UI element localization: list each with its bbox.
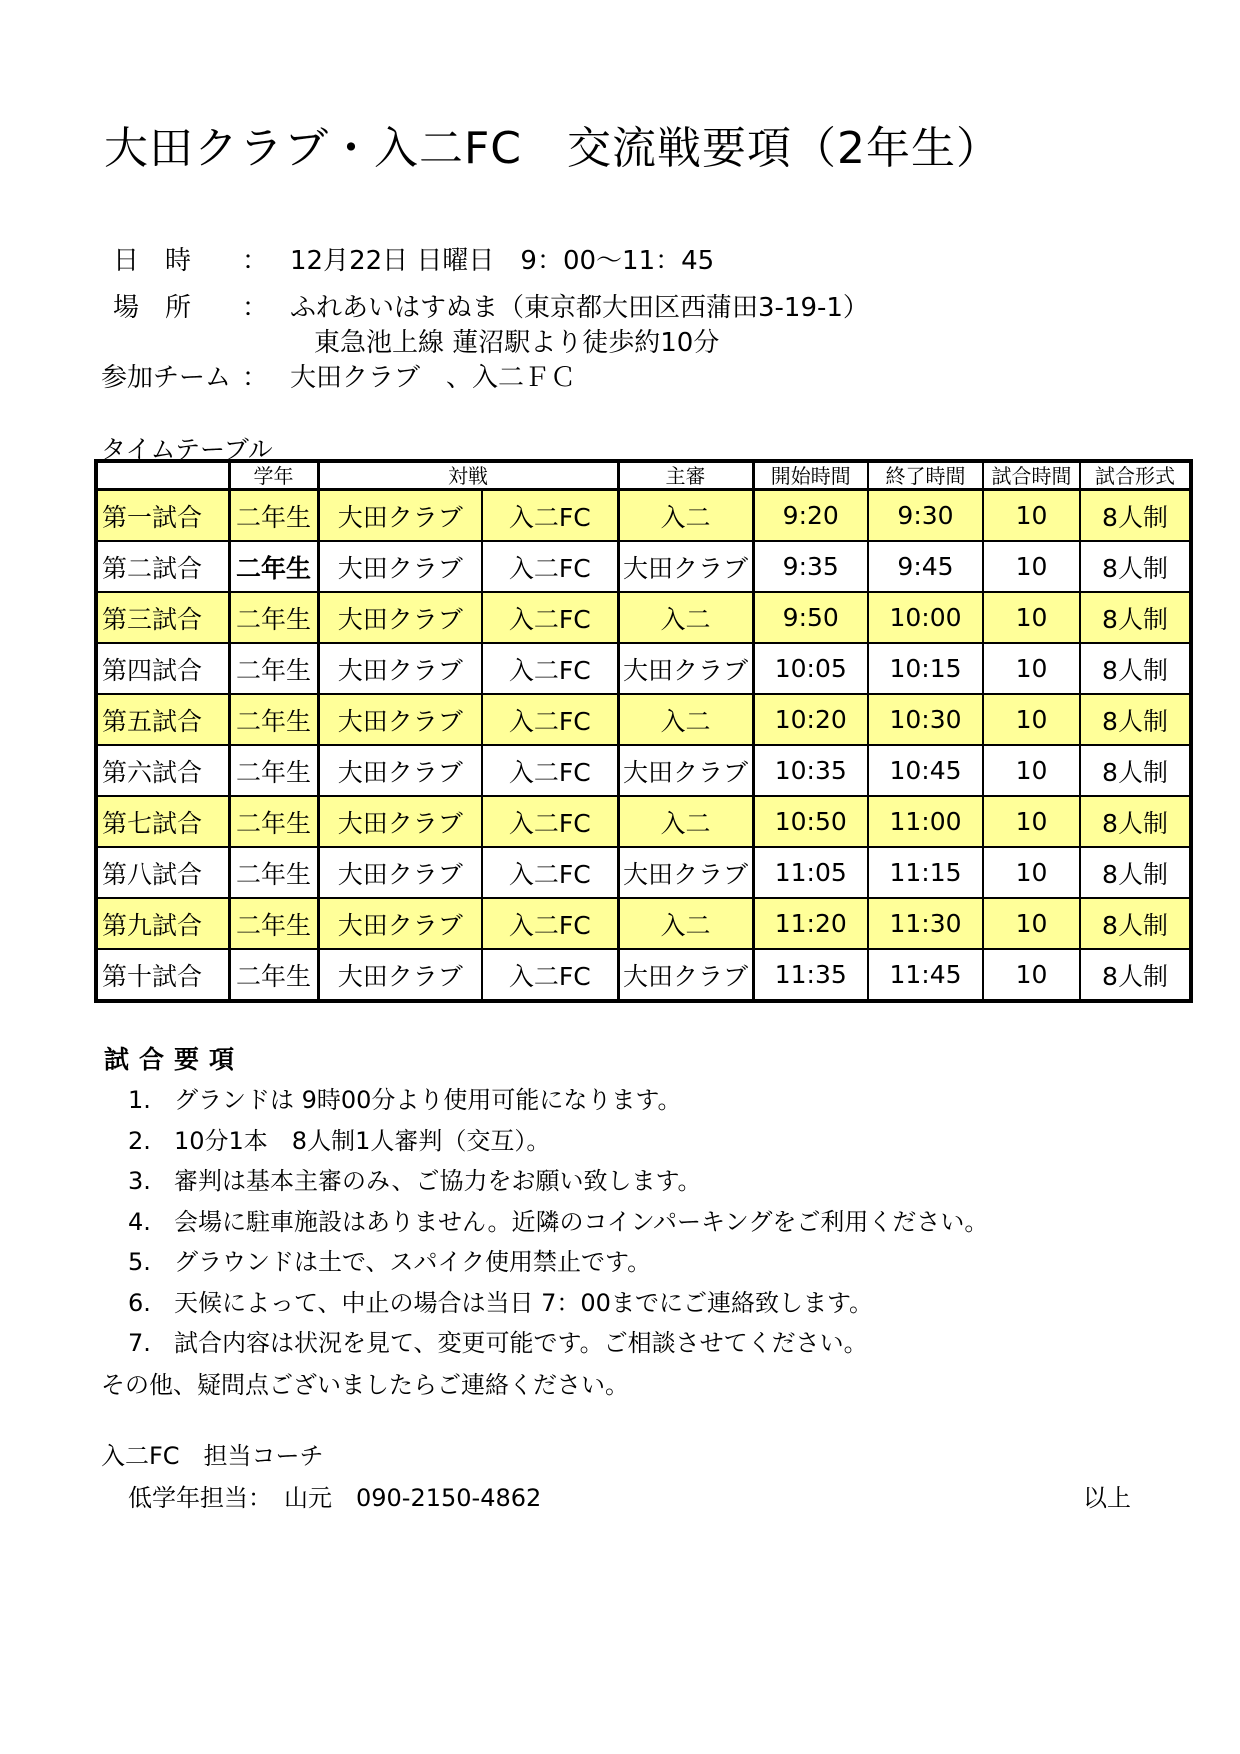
table-row — [96, 592, 1191, 643]
place-access: 東急池上線 蓮沼駅より徒歩約10分 — [314, 328, 720, 358]
cell-team-a: 大田クラブ — [318, 643, 482, 694]
table-row — [96, 694, 1191, 745]
rule-text: 試合内容は状況を見て、変更可能です。ご相談させてください。 — [174, 1329, 868, 1357]
rule-number: 7. — [128, 1329, 151, 1357]
rule-item — [128, 1121, 550, 1156]
cell-format: 8人制 — [1080, 898, 1191, 949]
rule-text: グランドは 9時00分より使用可能になります。 — [174, 1086, 682, 1114]
cell-format: 8人制 — [1080, 847, 1191, 898]
cell-team-b: 入二FC — [482, 949, 618, 1001]
rule-text: 10分1本 8人制1人審判（交互）。 — [174, 1126, 551, 1155]
place-label: 場 所 — [113, 293, 192, 323]
cell-referee: 入二 — [618, 898, 753, 949]
teams-label: 参加チーム — [101, 363, 232, 393]
rule-item — [128, 1202, 988, 1237]
cell-grade: 二年生 — [229, 490, 318, 542]
cell-match: 第九試合 — [96, 898, 229, 949]
cell-referee: 大田クラブ — [618, 643, 753, 694]
cell-end: 11:00 — [868, 796, 983, 847]
cell-start: 10:20 — [753, 694, 868, 745]
cell-end: 9:30 — [868, 490, 983, 542]
rule-number: 5. — [128, 1248, 151, 1276]
rule-item — [128, 1323, 868, 1358]
header-matchup: 対戦 — [318, 461, 618, 490]
cell-duration: 10 — [983, 694, 1080, 745]
cell-format: 8人制 — [1080, 949, 1191, 1001]
cell-format: 8人制 — [1080, 694, 1191, 745]
table-row — [96, 847, 1191, 898]
date-value: 12月22日 日曜日 9：00～11：45 — [290, 246, 715, 276]
cell-format: 8人制 — [1080, 490, 1191, 542]
cell-duration: 10 — [983, 643, 1080, 694]
cell-format: 8人制 — [1080, 643, 1191, 694]
cell-match: 第十試合 — [96, 949, 229, 1001]
cell-grade: 二年生 — [229, 541, 318, 592]
footer-end: 以上 — [1083, 1484, 1131, 1512]
header-referee: 主審 — [618, 461, 753, 490]
cell-start: 10:50 — [753, 796, 868, 847]
cell-team-b: 入二FC — [482, 694, 618, 745]
cell-team-b: 入二FC — [482, 847, 618, 898]
page-title: 大田クラブ・入二FC 交流戦要項（2年生） — [104, 123, 1002, 174]
cell-grade: 二年生 — [229, 592, 318, 643]
cell-referee: 入二 — [618, 490, 753, 542]
rule-number: 2. — [128, 1126, 151, 1155]
cell-match: 第六試合 — [96, 745, 229, 796]
cell-grade: 二年生 — [229, 898, 318, 949]
cell-grade: 二年生 — [229, 643, 318, 694]
cell-duration: 10 — [983, 898, 1080, 949]
rule-item — [128, 1161, 702, 1196]
cell-format: 8人制 — [1080, 796, 1191, 847]
cell-team-b: 入二FC — [482, 592, 618, 643]
cell-duration: 10 — [983, 796, 1080, 847]
cell-start: 11:35 — [753, 949, 868, 1001]
rule-text: 審判は基本主審のみ、ご協力をお願い致します。 — [174, 1167, 702, 1195]
rule-text: 天候によって、中止の場合は当日 7：00までにご連絡致します。 — [174, 1288, 874, 1317]
cell-referee: 大田クラブ — [618, 949, 753, 1001]
cell-team-b: 入二FC — [482, 643, 618, 694]
cell-team-a: 大田クラブ — [318, 949, 482, 1001]
cell-end: 11:30 — [868, 898, 983, 949]
cell-end: 10:15 — [868, 643, 983, 694]
cell-duration: 10 — [983, 592, 1080, 643]
header-grade: 学年 — [229, 461, 318, 490]
teams-value: 大田クラブ 、入二ＦＣ — [290, 363, 577, 393]
cell-duration: 10 — [983, 949, 1080, 1001]
rule-number: 3. — [128, 1167, 151, 1195]
cell-team-a: 大田クラブ — [318, 898, 482, 949]
cell-format: 8人制 — [1080, 541, 1191, 592]
cell-referee: 大田クラブ — [618, 745, 753, 796]
header-start: 開始時間 — [753, 461, 868, 490]
header-end: 終了時間 — [868, 461, 983, 490]
cell-duration: 10 — [983, 490, 1080, 542]
footer-contact: 低学年担当： 山元 090-2150-4862 — [128, 1484, 542, 1512]
table-row — [96, 745, 1191, 796]
rules-closing: その他、疑問点ございましたらご連絡ください。 — [101, 1371, 629, 1399]
cell-match: 第二試合 — [96, 541, 229, 592]
cell-start: 10:05 — [753, 643, 868, 694]
cell-team-a: 大田クラブ — [318, 541, 482, 592]
cell-match: 第五試合 — [96, 694, 229, 745]
cell-team-a: 大田クラブ — [318, 490, 482, 542]
cell-match: 第七試合 — [96, 796, 229, 847]
cell-end: 11:15 — [868, 847, 983, 898]
header-match — [96, 461, 229, 490]
cell-duration: 10 — [983, 847, 1080, 898]
header-format: 試合形式 — [1080, 461, 1191, 490]
rule-item — [128, 1080, 682, 1115]
cell-start: 9:50 — [753, 592, 868, 643]
teams-colon: ： — [242, 363, 269, 393]
header-duration: 試合時間 — [983, 461, 1080, 490]
cell-grade: 二年生 — [229, 796, 318, 847]
cell-team-a: 大田クラブ — [318, 745, 482, 796]
rule-text: 会場に駐車施設はありません。近隣のコインパーキングをご利用ください。 — [174, 1207, 989, 1236]
timetable-caption: タイムテーブル — [101, 435, 273, 464]
cell-team-a: 大田クラブ — [318, 796, 482, 847]
table-row — [96, 643, 1191, 694]
cell-team-b: 入二FC — [482, 796, 618, 847]
cell-referee: 入二 — [618, 694, 753, 745]
table-row — [96, 898, 1191, 949]
cell-team-a: 大田クラブ — [318, 694, 482, 745]
cell-format: 8人制 — [1080, 592, 1191, 643]
cell-grade: 二年生 — [229, 847, 318, 898]
cell-start: 9:35 — [753, 541, 868, 592]
cell-match: 第三試合 — [96, 592, 229, 643]
rule-number: 1. — [128, 1086, 151, 1114]
cell-referee: 入二 — [618, 796, 753, 847]
cell-duration: 10 — [983, 541, 1080, 592]
cell-referee: 入二 — [618, 592, 753, 643]
cell-referee: 大田クラブ — [618, 541, 753, 592]
rule-number: 4. — [128, 1207, 151, 1236]
rules-heading: 試合要項 — [104, 1045, 245, 1074]
cell-grade: 二年生 — [229, 949, 318, 1001]
cell-grade: 二年生 — [229, 745, 318, 796]
cell-grade: 二年生 — [229, 694, 318, 745]
cell-end: 10:30 — [868, 694, 983, 745]
cell-start: 11:20 — [753, 898, 868, 949]
place-value: ふれあいはすぬま（東京都大田区西蒲田3-19-1） — [290, 293, 869, 323]
cell-start: 10:35 — [753, 745, 868, 796]
cell-format: 8人制 — [1080, 745, 1191, 796]
cell-end: 10:45 — [868, 745, 983, 796]
cell-end: 11:45 — [868, 949, 983, 1001]
cell-team-b: 入二FC — [482, 490, 618, 542]
date-colon: ： — [242, 246, 269, 276]
cell-end: 10:00 — [868, 592, 983, 643]
table-row — [96, 490, 1191, 542]
cell-match: 第一試合 — [96, 490, 229, 542]
cell-duration: 10 — [983, 745, 1080, 796]
rule-text: グラウンドは土で、スパイク使用禁止です。 — [174, 1248, 652, 1276]
cell-team-b: 入二FC — [482, 745, 618, 796]
date-label: 日 時 — [113, 246, 192, 276]
cell-team-b: 入二FC — [482, 541, 618, 592]
cell-team-a: 大田クラブ — [318, 847, 482, 898]
footer-org: 入二FC 担当コーチ — [101, 1442, 324, 1470]
cell-team-b: 入二FC — [482, 898, 618, 949]
rule-number: 6. — [128, 1288, 151, 1317]
rule-item — [128, 1283, 873, 1318]
place-colon: ： — [242, 293, 269, 323]
table-row — [96, 949, 1191, 1001]
cell-referee: 大田クラブ — [618, 847, 753, 898]
rule-item — [128, 1242, 651, 1277]
table-row — [96, 796, 1191, 847]
timetable-header — [96, 461, 1191, 490]
table-row — [96, 541, 1191, 592]
cell-match: 第八試合 — [96, 847, 229, 898]
cell-start: 11:05 — [753, 847, 868, 898]
cell-end: 9:45 — [868, 541, 983, 592]
cell-match: 第四試合 — [96, 643, 229, 694]
cell-start: 9:20 — [753, 490, 868, 542]
cell-team-a: 大田クラブ — [318, 592, 482, 643]
timetable — [94, 459, 1193, 1003]
